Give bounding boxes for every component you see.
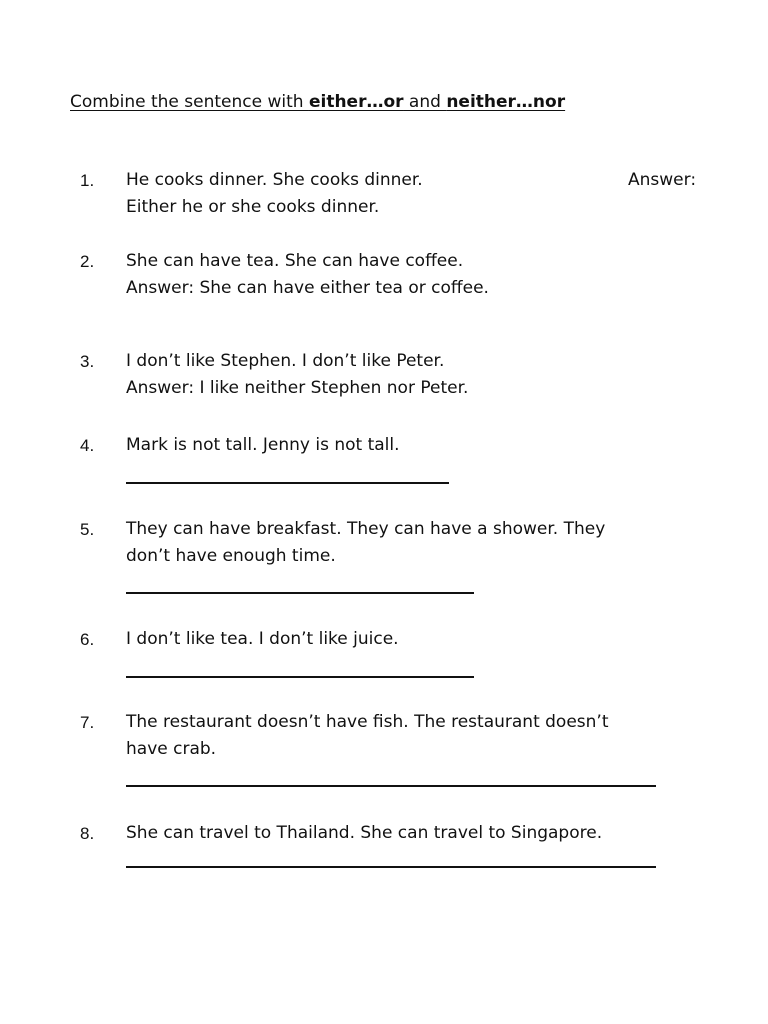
title-keyword-neither-nor: neither…nor [446,92,566,112]
item-question-continued: have crab. [126,739,217,759]
item-text [126,248,489,302]
item-text [126,348,468,402]
answer-label: Answer: [628,170,697,190]
title-prefix: Combine the sentence with [70,92,309,112]
item-number: 2. [80,252,95,271]
item-text [126,432,400,459]
answer-line-5 [126,592,474,594]
item-question: I don’t like tea. I don’t like juice. [126,629,399,649]
item-text [126,709,609,763]
item-number: 3. [80,352,95,371]
item-question-continued: don’t have enough time. [126,546,336,566]
item-question: The restaurant doesn’t have fish. The restaurant doesn’t [126,712,609,732]
item-text [126,167,423,221]
answer-line-4 [126,482,449,484]
answer-line-6 [126,676,474,678]
item-number: 4. [80,436,95,455]
item-number: 8. [80,824,95,843]
answer-line-7 [126,785,656,787]
item-text [126,516,605,570]
item-question: Mark is not tall. Jenny is not tall. [126,435,400,455]
item-answer: Either he or she cooks dinner. [126,197,380,217]
title-middle: and [403,92,447,112]
item-text [126,820,602,847]
item-question: They can have breakfast. They can have a shower. They [126,519,606,539]
item-answer: Answer: She can have either tea or coffee. [126,278,489,298]
item-answer: Answer: I like neither Stephen nor Peter. [126,378,469,398]
item-question: She can travel to Thailand. She can travel to Singapore. [126,823,603,843]
item-question: I don’t like Stephen. I don’t like Peter. [126,351,445,371]
item-number: 6. [80,630,95,649]
title-keyword-either-or: either…or [308,92,404,112]
answer-line-8 [126,866,656,868]
item-text [126,626,399,653]
item-number: 7. [80,713,95,732]
item-number: 5. [80,520,95,539]
item-number: 1. [80,171,95,190]
item-question: He cooks dinner. She cooks dinner. [126,170,423,190]
item-question: She can have tea. She can have coffee. [126,251,464,271]
worksheet-title [70,90,565,114]
